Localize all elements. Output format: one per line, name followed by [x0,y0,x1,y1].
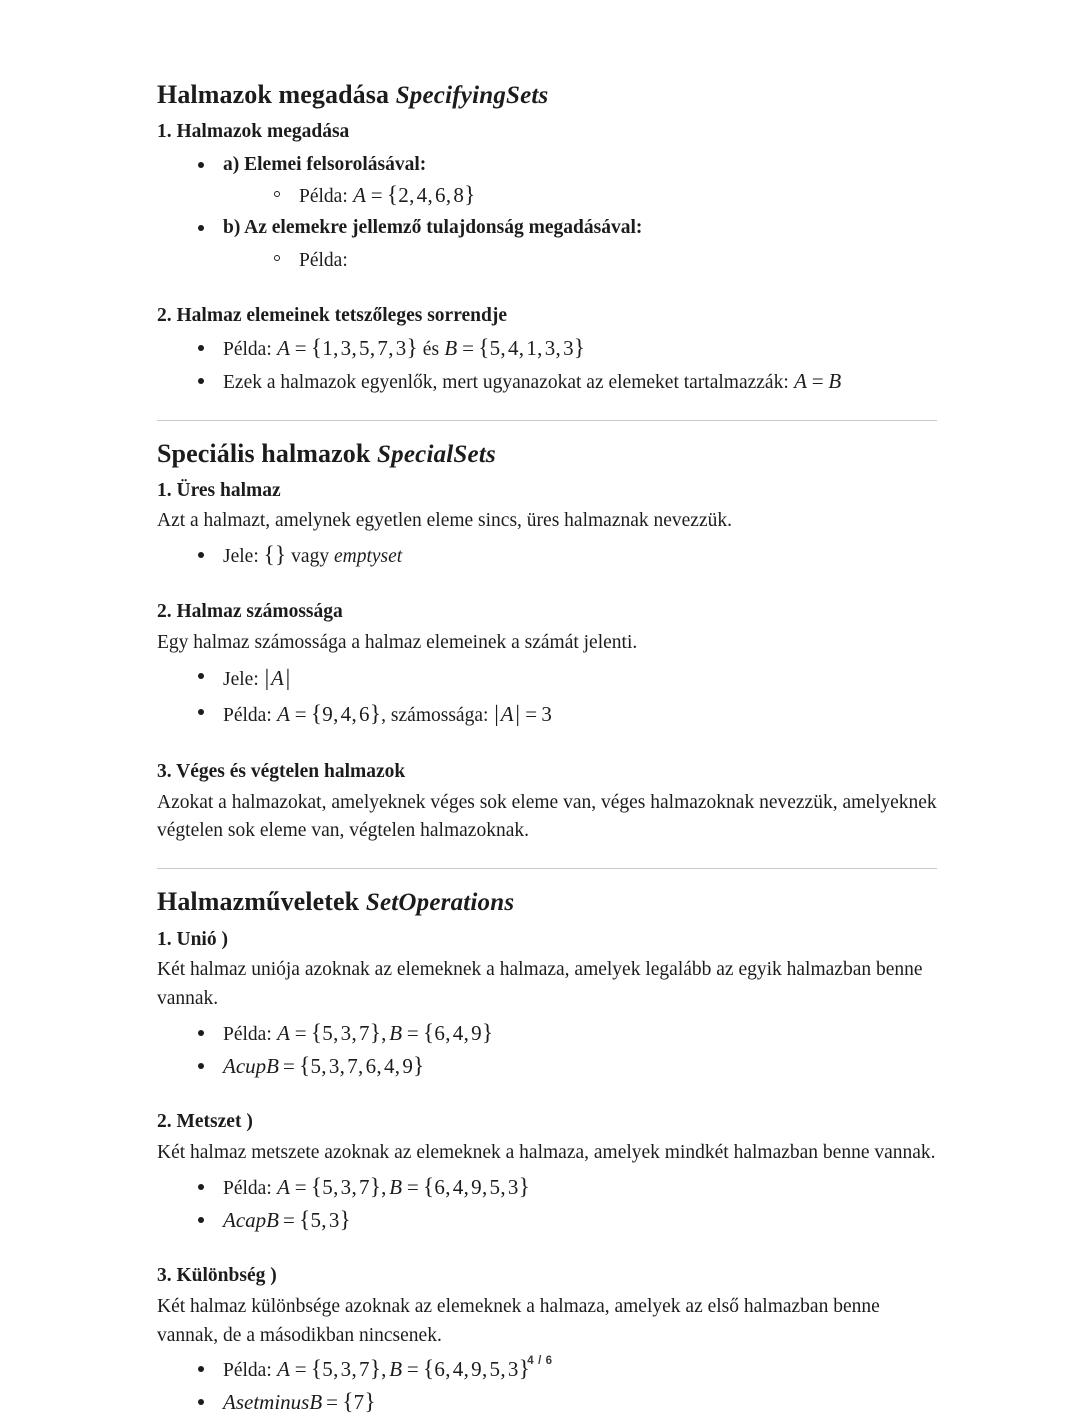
list-item [271,180,937,212]
section-divider [157,420,937,421]
document-content [157,78,937,1423]
section-divider [157,868,937,869]
list-item [195,213,937,276]
list-item [195,1172,937,1204]
section-title-special-sets [157,437,937,471]
subheading-unio: 1. Unió ) [157,928,228,950]
label-jele: Jele: [223,546,259,568]
example-prefix: Példa: [223,1360,272,1382]
section-title-math: SpecifyingSets [395,82,549,109]
list-item [271,244,937,276]
section-title-math: SpecialSets [377,440,496,468]
section-title-hu: Halmazműveletek [157,887,360,917]
subheading-kulonbseg: 3. Különbség ) [157,1265,277,1287]
paragraph-kulonbseg: Két halmaz különbsége azoknak az elemeknek a halmaza, amelyek az első halmazban benne vannak, de a másodikban nincsenek. [157,1295,880,1346]
math-empty-braces: {} [263,542,287,568]
math-difference-set-a: A = {5,3,7}, [277,1356,387,1382]
section-title-hu: Halmazok megadása [157,80,390,109]
subheading-metszet: 2. Metszet ) [157,1111,253,1133]
item-label-a: a) Elemei felsorolásával: [223,153,427,175]
subheading-tetszoleges-sorrend: 2. Halmaz elemeinek tetszőleges sorrendje [157,304,507,326]
paragraph-veges-vegtelen: Azokat a halmazokat, amelyeknek véges sok eleme van, véges halmazoknak nevezzük, amelyeknek végtelen sok eleme van, végtelen halmazoknak. [157,791,937,842]
list-arbitrary-order [195,333,937,398]
list-union [195,1018,937,1083]
math-set-a-enumeration: A = {2,4,6,8} [353,182,476,208]
math-set-b-order: B = {5,4,1,3,3} [444,335,586,360]
sublist-example-a [271,180,937,212]
list-empty-set [195,540,937,572]
math-set-a-order: A = {1,3,5,7,3} [277,335,418,360]
section-title-hu: Speciális halmazok [157,438,371,468]
subheading-halmazok-megadasa: 1. Halmazok megadása [157,121,350,143]
item-label-b: b) Az elemekre jellemző tulajdonság megadásával: [223,217,643,239]
subheading-ures-halmaz: 1. Üres halmaz [157,480,281,502]
example-prefix: Példa: [299,186,348,208]
list-intersection [195,1172,937,1237]
math-emptyset-token: emptyset [333,546,403,568]
math-intersection-result: AcapB = {5,3} [223,1206,352,1232]
example-prefix: Példa: [223,1177,272,1199]
list-item [195,1387,937,1419]
list-item [195,150,937,213]
example-prefix: Példa: [299,249,348,271]
math-cardinality-value: |A| = 3 [494,701,553,727]
list-item [195,333,937,365]
joiner-es: és [422,339,440,360]
subheading-veges-vegtelen: 3. Véges és végtelen halmazok [157,761,406,783]
math-intersection-set-a: A = {5,3,7}, [277,1173,387,1199]
math-union-set-b: B = {6,4,9} [389,1019,494,1045]
paragraph-szamossag: Egy halmaz számossága a halmaz elemeinek a számát jelenti. [157,631,638,653]
section-title-set-operations [157,885,937,919]
subheading-szamossag: 2. Halmaz számossága [157,601,343,623]
list-item [195,661,937,696]
list-item [195,1205,937,1237]
example-prefix: Példa: [223,1023,272,1045]
list-cardinality [195,661,937,732]
section-title-math: SetOperations [365,889,515,917]
equality-statement: Ezek a halmazok egyenlők, mert ugyanazokat az elemeket tartalmazzák: [223,371,789,393]
list-specifying-methods [195,150,937,276]
list-item [195,540,937,572]
math-union-result: AcupB = {5,3,7,6,4,9} [223,1052,425,1078]
math-difference-result: AsetminusB = {7} [223,1389,376,1415]
list-item [195,697,937,732]
paragraph-unio: Két halmaz uniója azoknak az elemeknek a halmaza, amelyek legalább az egyik halmazban benne vannak. [157,958,923,1009]
list-item [195,366,937,398]
label-jele: Jele: [223,669,259,691]
joiner-vagy: vagy [291,546,330,568]
math-set-a-cardinality: A = {9,4,6} [277,701,382,727]
math-union-set-a: A = {5,3,7}, [277,1019,387,1045]
math-cardinality-notation: |A| [264,665,291,691]
example-prefix: Példa: [223,339,272,360]
list-item [195,1018,937,1050]
sublist-example-b [271,244,937,276]
list-item [195,1051,937,1083]
joiner-szamossaga: , számossága: [381,705,489,727]
math-a-equals-b: A = B [794,368,842,393]
math-difference-set-b: B = {6,4,9,5,3} [389,1356,531,1382]
paragraph-metszet: Két halmaz metszete azoknak az elemeknek a halmaza, amelyek mindkét halmazban benne vannak. [157,1141,936,1163]
math-intersection-set-b: B = {6,4,9,5,3} [389,1173,531,1199]
page-number-footer: 4 / 6 [527,1355,553,1367]
paragraph-ures-halmaz: Azt a halmazt, amelynek egyetlen eleme sincs, üres halmaznak nevezzük. [157,510,732,532]
section-title-specifying-sets [157,78,937,112]
example-prefix: Példa: [223,705,272,727]
